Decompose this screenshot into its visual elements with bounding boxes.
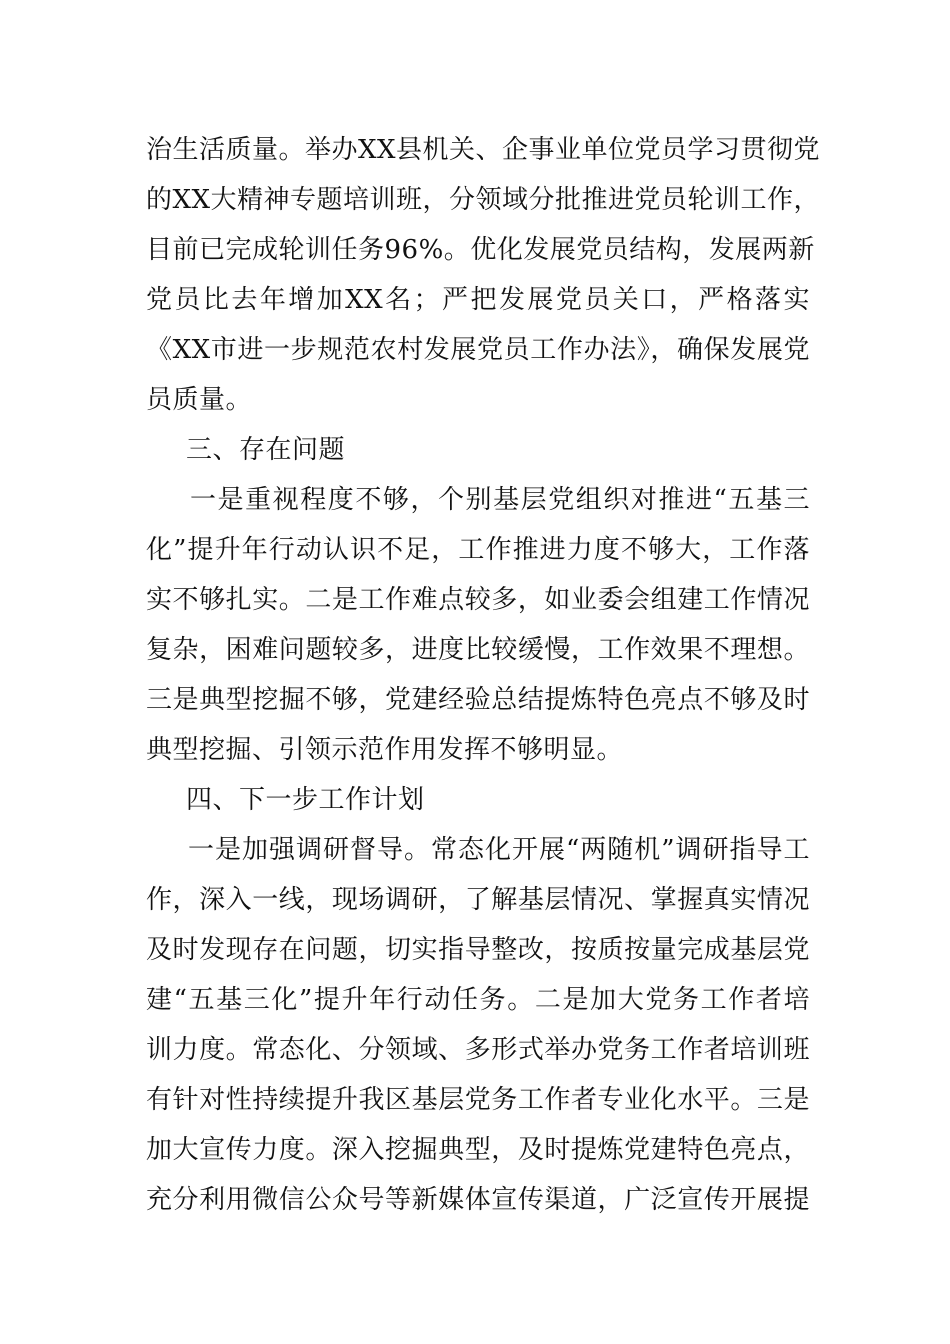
body-text-line: 治生活质量。举办XX县机关、企事业单位党员学习贯彻党 bbox=[146, 135, 821, 165]
body-text-line: 复杂，困难问题较多，进度比较缓慢，工作效果不理想。 bbox=[146, 635, 810, 665]
body-text-line: 目前已完成轮训任务96%。优化发展党员结构，发展两新 bbox=[146, 235, 815, 265]
body-text-line: 化”提升年行动认识不足，工作推进力度不够大，工作落 bbox=[146, 535, 810, 565]
body-text-line: 充分利用微信公众号等新媒体宣传渠道，广泛宣传开展提 bbox=[146, 1185, 810, 1215]
body-text-line: 一是加强调研督导。常态化开展“两随机”调研指导工 bbox=[188, 835, 810, 865]
body-text-line: 的XX大精神专题培训班，分领域分批推进党员轮训工作， bbox=[146, 185, 821, 215]
body-text-line: 建“五基三化”提升年行动任务。二是加大党务工作者培 bbox=[146, 985, 810, 1015]
section-heading: 四、下一步工作计划 bbox=[186, 785, 425, 815]
section-heading: 三、存在问题 bbox=[186, 435, 346, 465]
body-text-line: 训力度。常态化、分领域、多形式举办党务工作者培训班 bbox=[146, 1035, 810, 1065]
body-text-line: 及时发现存在问题，切实指导整改，按质按量完成基层党 bbox=[146, 935, 810, 965]
body-text-line: 有针对性持续提升我区基层党务工作者专业化水平。三是 bbox=[146, 1085, 810, 1115]
body-text-line: 作，深入一线，现场调研，了解基层情况、掌握真实情况 bbox=[146, 885, 810, 915]
body-text-line: 典型挖掘、引领示范作用发挥不够明显。 bbox=[146, 735, 624, 765]
body-text-line: 加大宣传力度。深入挖掘典型，及时提炼党建特色亮点， bbox=[146, 1135, 810, 1165]
body-text-line: 《XX市进一步规范农村发展党员工作办法》，确保发展党 bbox=[146, 335, 810, 365]
body-text-line: 一是重视程度不够，个别基层党组织对推进“五基三 bbox=[190, 485, 810, 515]
body-text-line: 党员比去年增加XX名；严把发展党员关口，严格落实 bbox=[146, 285, 810, 315]
body-text-line: 实不够扎实。二是工作难点较多，如业委会组建工作情况 bbox=[146, 585, 810, 615]
body-text-line: 三是典型挖掘不够，党建经验总结提炼特色亮点不够及时 bbox=[146, 685, 810, 715]
body-text-line: 员质量。 bbox=[146, 385, 253, 415]
